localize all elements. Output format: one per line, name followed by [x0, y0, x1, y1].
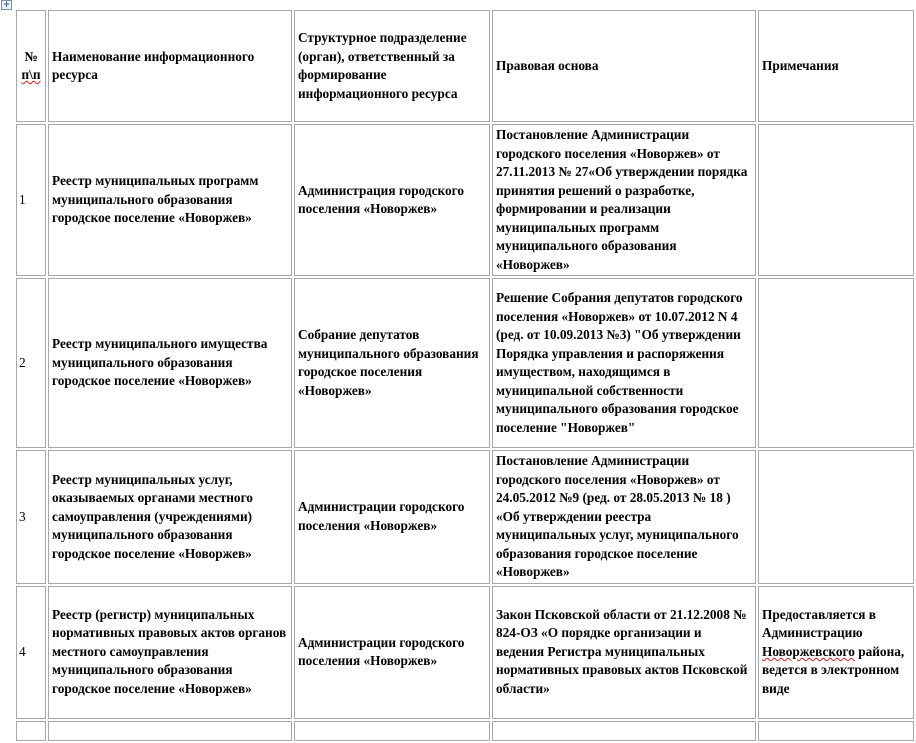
table-anchor-icon[interactable]: +	[2, 0, 11, 10]
row-num: 3	[16, 450, 46, 584]
table-row-partial	[16, 721, 914, 741]
header-notes: Примечания	[758, 10, 914, 122]
row-notes	[758, 124, 914, 276]
row-basis: Постановление Администрации городского поселения «Новоржев» от 24.05.2012 №9 (ред. от 28.05.2013 № 18 ) «Об утверждении реестра муниципальных услуг, муниципального образования городское поселение «Новоржев»	[492, 450, 756, 584]
row-cell	[16, 721, 46, 741]
row-unit: Собрание депутатов муниципального образования городское поселения «Новоржев»	[294, 278, 490, 448]
row-cell	[294, 721, 490, 741]
information-resources-table	[14, 8, 916, 743]
row-cell	[758, 721, 914, 741]
row-num: 4	[16, 586, 46, 719]
header-basis: Правовая основа	[492, 10, 756, 122]
table-header-row	[16, 10, 914, 122]
header-name: Наименование информационного ресурса	[48, 10, 292, 122]
row-num: 2	[16, 278, 46, 448]
table-row	[16, 278, 914, 448]
header-unit: Структурное подразделение (орган), ответственный за формирование информационного ресурса	[294, 10, 490, 122]
row-unit: Администрации городского поселения «Новоржев»	[294, 450, 490, 584]
row-cell	[48, 721, 292, 741]
row-num: 1	[16, 124, 46, 276]
row-name: Реестр (регистр) муниципальных нормативных правовых актов органов местного самоуправления муниципального образования городское поселение «Новоржев»	[48, 586, 292, 719]
row-unit: Администрации городского поселения «Новоржев»	[294, 586, 490, 719]
row-name: Реестр муниципального имущества муниципального образования городское поселение «Новоржев»	[48, 278, 292, 448]
table-row	[16, 124, 914, 276]
row-name: Реестр муниципальных услуг, оказываемых органами местного самоуправления (учреждениями) муниципального образования городское поселение «Новоржев»	[48, 450, 292, 584]
row-notes: Предоставляется в Администрацию Новоржевского района, ведется в электронном виде	[758, 586, 914, 719]
row-basis: Решение Собрания депутатов городского поселения «Новоржев» от 10.07.2012 N 4 (ред. от 10.09.2013 №3) "Об утверждении Порядка управления и распоряжения имуществом, находящимся в муниципальной собственности муниципального образования городское поселение "Новоржев"	[492, 278, 756, 448]
table-row	[16, 450, 914, 584]
table-row	[16, 586, 914, 719]
header-num: № п\п	[16, 10, 46, 122]
row-name: Реестр муниципальных программ муниципального образования городское поселение «Новоржев»	[48, 124, 292, 276]
row-unit: Администрация городского поселения «Новоржев»	[294, 124, 490, 276]
row-notes	[758, 450, 914, 584]
row-notes	[758, 278, 914, 448]
row-cell	[492, 721, 756, 741]
row-basis: Закон Псковской области от 21.12.2008 № 824-ОЗ «О порядке организации и ведения Регистра муниципальных нормативных правовых актов Псковской области»	[492, 586, 756, 719]
row-basis: Постановление Администрации городского поселения «Новоржев» от 27.11.2013 № 27«Об утверждении порядка принятия решений о разработке, формировании и реализации муниципальных программ муниципального образования «Новоржев»	[492, 124, 756, 276]
